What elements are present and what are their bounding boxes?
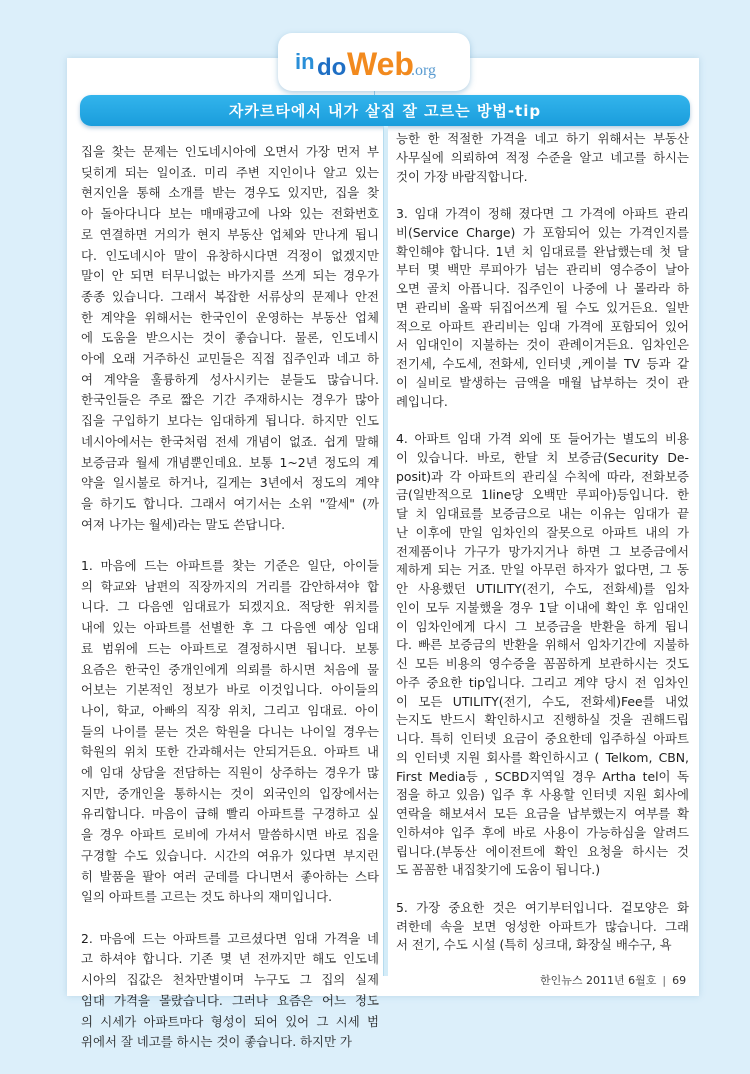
text-line: 약을 일시불로 하거나, 길게는 3년에서 정도의 계약	[81, 475, 379, 491]
text-line: 들의 나이를 묻는 것은 학원을 다니는 나이일 경우는	[81, 723, 379, 739]
text-line: 사무실에 의뢰하여 적정 수준을 알고 네고를 하시는	[396, 149, 689, 165]
text-line: 현지인을 통해 소개를 받는 경우도 있지만, 집을 찾	[81, 185, 379, 201]
text-line: 이 모든 UTILITY(전기, 수도, 전화세)Fee를 내었	[396, 693, 689, 709]
text-line: 것이 가장 바람직합니다.	[396, 168, 528, 184]
text-line: 전제품이나 가구가 망가지거나 하면 그 보증금에서	[396, 543, 689, 559]
text-line: 서 전기, 수도 시설 (특히 싱크대, 화장실 배수구, 욕	[396, 937, 672, 953]
text-line: 전기세, 수도세, 전화세, 인터넷 ,케이블 TV 등과 같	[396, 356, 689, 371]
text-line: 어보는 기본적인 정보가 바로 이것입니다. 아이들의	[81, 682, 379, 698]
text-line: 집을 찾는 문제는 인도네시아에 오면서 가장 먼저 부	[81, 144, 379, 159]
text-line: 비(Service Charge) 가 포함되어 있는 가격인지를	[396, 224, 689, 240]
text-line: 적으로 아파트 관리비는 임대 가격에 포함되어 있어	[396, 318, 689, 334]
text-line: 료 범위에 드는 아파트로 결정하시면 됩니다. 보통	[81, 640, 379, 656]
paragraph	[81, 142, 379, 535]
text-line: 한국인들은 주로 짧은 기간 주재하시는 경우가 많아	[81, 392, 379, 408]
text-line: 위에서 잘 네고를 하시는 것이 좋습니다. 하지만 가	[81, 1034, 352, 1050]
text-line: 보증금과 월세 개념뿐인데요. 보통 1~2년 정도의 계	[81, 454, 379, 470]
text-line: 려한데 속을 보면 엉성한 아파트가 많습니다. 그래	[396, 918, 689, 934]
text-line: 4. 아파트 임대 가격 외에 또 들어가는 별도의 비용	[396, 431, 689, 446]
text-line: 면 관리비 올팍 뒤집어쓰게 될 수도 있거든요. 일반	[396, 299, 689, 315]
text-line: 구경할 수도 있습니다. 시간의 여유가 있다면 부지런	[81, 847, 379, 863]
text-line: 3. 임대 가격이 정해 졌다면 그 가격에 아파트 관리	[396, 206, 689, 221]
text-line: 시아의 집값은 천차만별이며 누구도 그 집의 실제	[81, 972, 379, 988]
indoweb-logo-icon	[289, 39, 459, 85]
text-line: 안 사용했던 UTILITY(전기, 수도, 전화세)를 임차	[396, 581, 689, 596]
text-line: 의 시세가 아파트마다 형성이 되어 있어 그 시세 범	[81, 1013, 379, 1029]
logo	[278, 33, 470, 91]
paragraph	[396, 205, 689, 411]
text-line: posit)과 각 아파트의 관리실 수칙에 따라, 전화보증	[396, 468, 689, 484]
text-line: 집을 구입하기 보다는 임대하게 됩니다. 하지만 인도	[81, 413, 379, 429]
right-column	[396, 130, 689, 974]
text-line: 딪히게 되는 일이죠. 미리 주변 지인이나 알고 있는	[81, 164, 379, 180]
text-line: 는지도 반드시 확인하시고 진행하실 것을 권해드립	[396, 712, 689, 728]
text-line: 이 있습니다. 바로, 한달 치 보증금(Security De-	[396, 449, 689, 465]
text-line: 다. 인도네시아 말이 유창하시다면 걱정이 없겠지만	[81, 247, 379, 263]
text-line: 인하셔야 입주 후에 바로 사용이 가능하심을 알려드	[396, 824, 689, 840]
text-line: 이 임차인에게 다시 그 보증금을 반환을 하게 됩니	[396, 618, 689, 634]
paragraph	[396, 430, 689, 880]
text-line: 연락을 해보셔서 모든 요금을 납부했는지 여부를 확	[396, 806, 689, 821]
text-line: 아주 중요한 tip입니다. 그리고 계약 당시 전 임차인	[396, 674, 689, 690]
text-line: 의 인터넷 지원 회사를 확인하시고 ( Telkom, CBN,	[396, 749, 689, 765]
text-line: 달 치 임대료를 보증금으로 내는 이유는 임대가 끝	[396, 506, 689, 521]
text-line: 여져 나가는 월세)라는 말도 쓴답니다.	[81, 516, 286, 532]
paragraph	[81, 556, 379, 908]
footer-separator: |	[662, 974, 667, 987]
paragraph	[396, 130, 689, 186]
text-line: 제하게 되는 거죠. 만일 아무런 하자가 없다면, 그 동	[396, 562, 689, 578]
text-line: 부터 몇 백만 루피아가 넘는 관리비 영수증이 날아	[396, 262, 689, 278]
text-line: 임대 가격을 몰랐습니다. 그러나 요즘은 어느 정도	[81, 992, 379, 1008]
text-line: 내에 있는 아파트를 선별한 후 그 다음엔 예상 임대	[81, 620, 379, 636]
left-column	[81, 142, 379, 1074]
text-line: 아에 오래 거주하신 교민들은 직접 집주인과 네고 하	[81, 351, 379, 367]
svg-text:.org: .org	[411, 62, 437, 79]
text-line: 신 모든 비용의 영수증을 꼼꼼하게 보관하시는 것도	[396, 656, 689, 671]
text-line: First Media등 , SCBD지역일 경우 Artha tel이 독	[396, 768, 689, 784]
text-line: 2. 마음에 드는 아파트를 고르셨다면 임대 가격을 네	[81, 930, 379, 946]
text-line: 에 임대 상담을 전담하는 직원이 상주하는 경우가 많	[81, 765, 379, 781]
text-line: 로 연결하면 거의가 현지 부동산 업체와 만나게 됩니	[81, 226, 379, 242]
text-line: 학원의 위치 또한 간과해서는 안되거든요. 아파트 내	[81, 744, 379, 760]
text-line: 요즘은 한국인 중개인에게 의뢰를 하시면 처음에 물	[81, 661, 379, 677]
text-line: 5. 가장 중요한 것은 여기부터입니다. 겉모양은 화	[396, 899, 689, 915]
text-line: 이 실비로 발생하는 금액을 매월 납부하는 것이 관	[396, 374, 689, 390]
paragraph	[81, 929, 379, 1053]
column-divider	[383, 126, 388, 976]
article-title-text: 자카르타에서 내가 살집 잘 고르는 방법-tip	[228, 102, 542, 120]
text-line: 확인해야 합니다. 1년 치 임대료를 완납했는데 첫 달	[396, 243, 689, 259]
text-line: 말이 안 되면 터무니없는 바가지를 쓰게 되는 경우가	[81, 268, 379, 284]
text-line: 지만, 중개인을 통하시는 것이 외국인의 입장에서는	[81, 785, 379, 801]
text-line: 금(일반적으로 1line당 오백만 루피아)등입니다. 한	[396, 487, 689, 503]
text-line: 의 학교와 남편의 직장까지의 거리를 감안하셔야 합	[81, 578, 379, 594]
page-footer	[540, 972, 686, 988]
text-line: 인이 모두 지불했을 경우 1달 이내에 확인 후 임대인	[396, 599, 689, 615]
text-line: 네시아에서는 한국처럼 전세 개념이 없죠. 쉽게 말해	[81, 433, 379, 449]
text-line: 니다. 특히 인터넷 요금이 중요한데 입주하실 아파트	[396, 731, 689, 746]
page-number: 69	[672, 974, 687, 987]
text-line: 립니다.(부동산 에이전트에 확인 요청을 하시는 것	[396, 843, 689, 859]
text-line: 1. 마음에 드는 아파트를 찾는 기준은 일단, 아이들	[81, 558, 379, 574]
text-line: 례입니다.	[396, 393, 448, 409]
text-line: 서 임대인이 지불하는 것이 관례이거든요. 임차인은	[396, 337, 689, 353]
text-line: 난 이후에 만일 임차인의 잘못으로 아파트 내의 가	[396, 524, 689, 540]
text-line: 고 하셔야 합니다. 기존 몇 년 전까지만 해도 인도네	[81, 951, 379, 967]
text-line: 히 발품을 팔아 여러 군데를 다니면서 좋아하는 스타	[81, 868, 379, 884]
text-line: 을 하기도 합니다. 그래서 여기서는 소위 "깔세" (까	[81, 495, 379, 511]
publication-name: 한인뉴스 2011년 6월호	[540, 974, 657, 987]
text-line: 오면 골치 아픕니다. 집주인이 나중에 나 몰라라 하	[396, 281, 689, 296]
svg-text:Web: Web	[347, 46, 414, 82]
text-line: 종종 있습니다. 그래서 복잡한 서류상의 문제나 안전	[81, 288, 379, 304]
text-line: 나이, 학교, 아빠의 직장 위치, 그리고 임대료. 아이	[81, 702, 379, 718]
paragraph	[396, 899, 689, 955]
text-line: 유리합니다. 마음이 급해 빨리 아파트를 구경하고 싶	[81, 806, 379, 822]
text-line: 에 도움을 받으시는 것이 좋습니다. 물론, 인도네시	[81, 330, 379, 346]
text-line: 다. 빠른 보증금의 반환을 위해서 임차기간에 지불하	[396, 637, 689, 653]
text-line: 점을 하고 있음) 입주 후 사용할 인터넷 지원 회사에	[396, 787, 689, 803]
text-line: 능한 한 적절한 가격을 네고 하기 위해서는 부동산	[396, 131, 689, 146]
text-line: 도 꼼꼼한 내집찾기에 도움이 됩니다.)	[396, 862, 601, 878]
text-line: 아 돌아다니다 보는 매매광고에 나와 있는 전화번호	[81, 206, 379, 222]
svg-text:in: in	[295, 49, 315, 74]
article-title	[80, 95, 690, 126]
text-line: 여 계약을 훌륭하게 성사시키는 분들도 많습니다.	[81, 371, 379, 387]
text-line: 을 경우 아파트 로비에 가셔서 말씀하시면 바로 집을	[81, 827, 379, 843]
text-line: 니다. 그 다음엔 임대료가 되겠지요. 적당한 위치를	[81, 599, 379, 615]
text-line: 한 계약을 위해서는 한국인이 운영하는 부동산 업체	[81, 309, 379, 325]
text-line: 일의 아파트를 고르는 것도 하나의 재미입니다.	[81, 889, 333, 905]
svg-text:do: do	[317, 54, 347, 81]
